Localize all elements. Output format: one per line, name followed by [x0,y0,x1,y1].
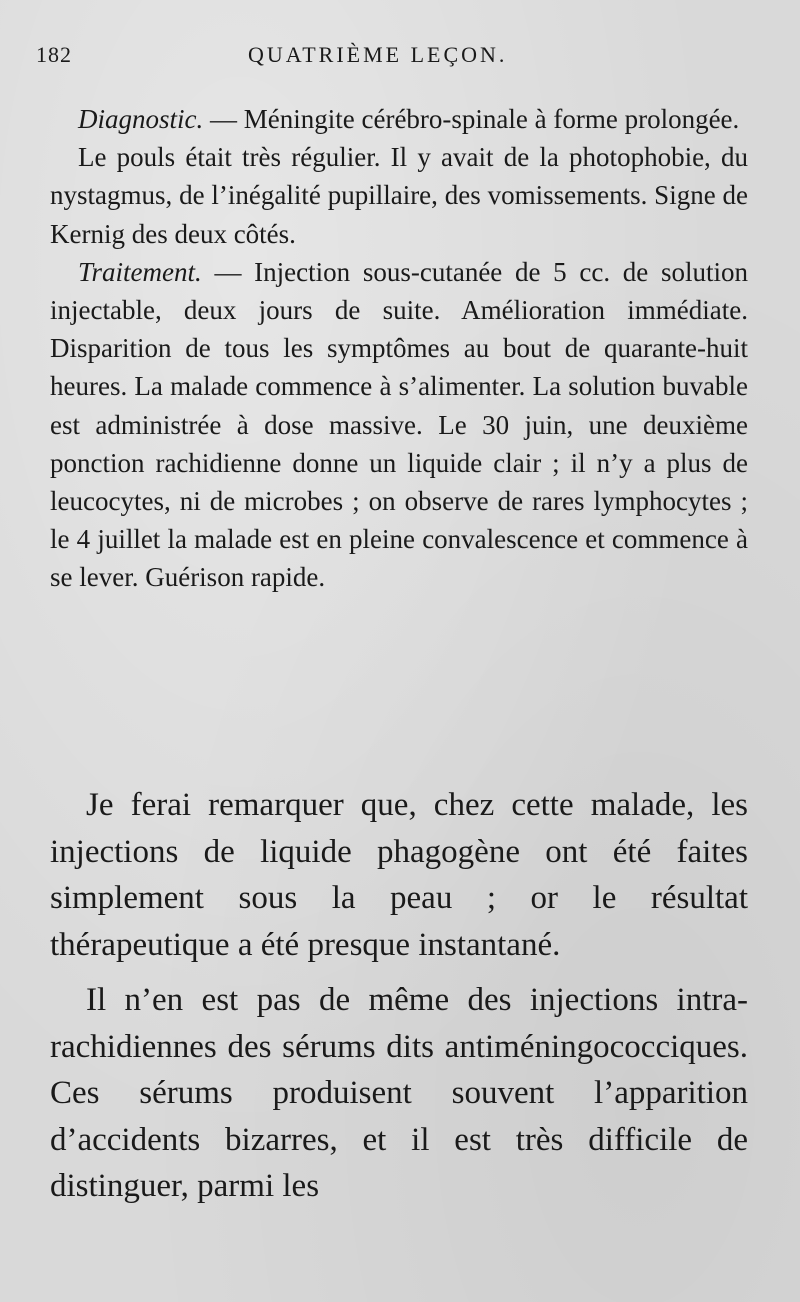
symptoms-paragraph: Le pouls était très régulier. Il y avait de la photophobie, du nystagmus, de l’inégalité pupillaire, des vomissements. Signe de Kernig des deux côtés. [50,142,748,249]
traitement-paragraph [50,253,748,597]
traitement-text: — Injection sous-cutanée de 5 cc. de solution injectable, deux jours de suite. Amélioration immédiate. Disparition de tous les symptômes au bout de quarante-huit heures. La malade commence à s’alimenter. La solution buvable est administrée à dose massive. Le 30 juin, une deuxième ponction rachidienne donne un liquide clair ; il n’y a plus de leucocytes, ni de microbes ; on observe de rares lymphocytes ; le 4 juillet la malade est en pleine convalescence et commence à se lever. Guérison rapide. [50,256,748,593]
page-number: 182 [36,42,72,67]
main-text [50,782,748,1210]
diagnostic-text: — Méningite cérébro-spinale à forme prolongée. [203,104,740,134]
case-notes [50,100,748,597]
body-paragraph-1: Je ferai remarquer que, chez cette malade, les injections de liquide phagogène ont été faites simplement sous la peau ; or le résultat thérapeutique a été presque instantané. [50,787,748,963]
running-head: QUATRIÈME LEÇON. [248,42,508,67]
body-paragraph-2: Il n’en est pas de même des injections intra-rachidiennes des sérums dits antiméningococciques. Ces sérums produisent souvent l’apparition d’accidents bizarres, et il est très difficile de distinguer, parmi les [50,982,748,1204]
diagnostic-paragraph [50,100,748,138]
page-header [36,42,756,76]
diagnostic-label: Diagnostic. [78,104,204,134]
traitement-label: Traitement. [78,256,202,287]
